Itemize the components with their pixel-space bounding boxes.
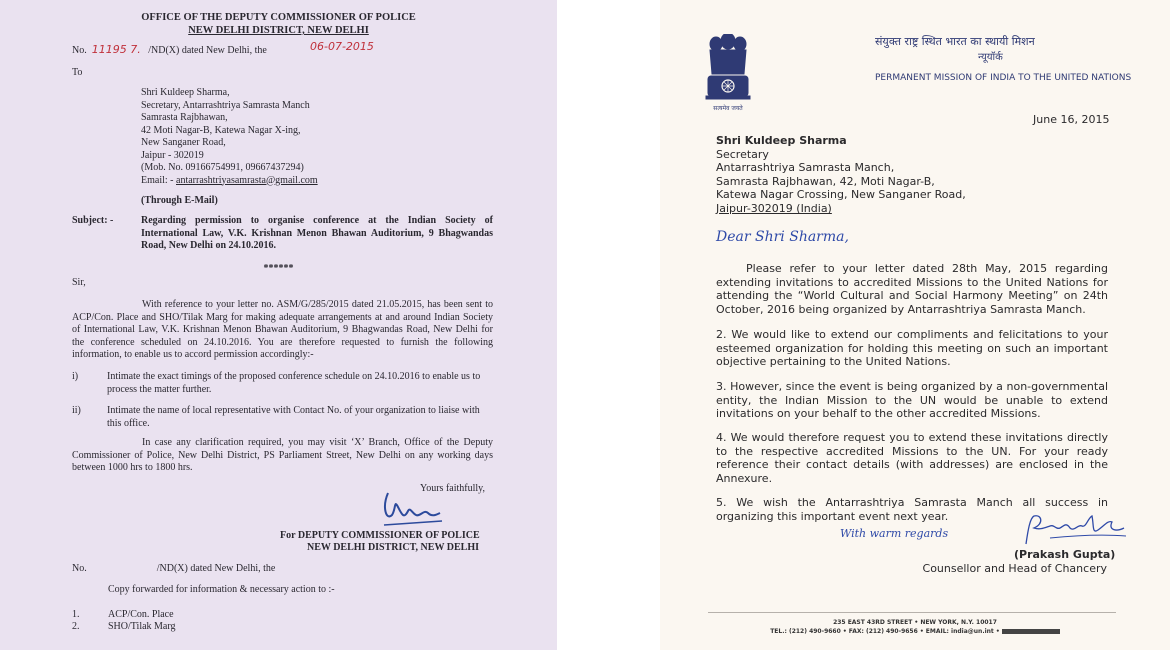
cc-item-number: 1.: [72, 609, 80, 620]
recipient-address: [716, 134, 966, 216]
signer-name: (Prakash Gupta): [1014, 548, 1116, 561]
subject-text: Regarding permission to organise conference at the Indian Society of International Law, V.K. Krishnan Menon Bhawan Auditorium, 9 Bhagwandas Road, New Delhi on 24.10.2016.: [141, 215, 493, 251]
list-item-text: Intimate the name of local representative with Contact No. of your organization to liaise with this office.: [107, 405, 480, 429]
address-line: Samrasta Rajbhawan, 42, Moti Nagar-B,: [716, 174, 935, 188]
address-line: Katewa Nagar Crossing, New Sanganer Road,: [716, 188, 966, 202]
handwritten-date: 06-07-2015: [310, 40, 374, 53]
cc-item-text: SHO/Tilak Marg: [108, 621, 176, 632]
body-paragraph-4: 4. We would therefore request you to extend these invitations directly to the respective accredited Missions to the UN. For your ready reference their contact details (with addresses) are enclosed in the Annexure.: [716, 431, 1108, 485]
cc-item-number: 2.: [72, 621, 80, 632]
mission-letter: [660, 0, 1170, 650]
signer-title: Counsellor and Head of Chancery: [922, 562, 1107, 575]
address-line: Jaipur - 302019: [141, 149, 204, 161]
emblem-motto: सत्यमेव जयते: [713, 105, 743, 112]
reference-suffix: /ND(X) dated New Delhi, the: [148, 45, 267, 56]
reference-prefix: No.: [72, 45, 87, 56]
body-paragraph-5: 5. We wish the Antarrashtriya Samrasta Manch all success in organizing this important event next year.: [716, 496, 1108, 523]
copy-forwarded-line: Copy forwarded for information & necessary action to :-: [108, 584, 335, 595]
address-line: New Sanganer Road,: [141, 137, 226, 148]
subject-label: Subject: -: [72, 215, 114, 226]
footer-address: 235 EAST 43RD STREET • NEW YORK, N.Y. 10017: [833, 619, 997, 626]
body-paragraph-3: 3. However, since the event is being organized by a non-governmental entity, the Indian Mission to the UN would be unable to extend invitations on your behalf to the other accredited Missions.: [716, 380, 1108, 421]
office-subtitle: NEW DELHI DISTRICT, NEW DELHI: [188, 25, 369, 36]
body-paragraph-1: Please refer to your letter dated 28th May, 2015 regarding extending invitations to accredited Missions to the United Nations for attending the “World Cultural and Social Harmony Meeting” on 24th October, 2016 being organized by Antarrashtriya Samrasta Manch.: [716, 262, 1108, 316]
separator-stars: ******: [263, 263, 294, 274]
address-line: Antarrashtriya Samrasta Manch,: [716, 161, 895, 175]
address-line: (Mob. No. 09166754991, 09667437294): [141, 162, 304, 173]
copy-reference-row: [72, 563, 275, 576]
reference-number-row: [72, 44, 267, 58]
letter-date: June 16, 2015: [1033, 113, 1110, 126]
address-line: Secretary: [716, 147, 769, 161]
email-label: Email: -: [141, 174, 176, 186]
city-name-hindi: न्यूयॉर्क: [978, 52, 1003, 63]
address-line: Samrasta Rajbhawan,: [141, 112, 228, 123]
signatory-line-2: NEW DELHI DISTRICT, NEW DELHI: [307, 542, 479, 553]
office-title: OFFICE OF THE DEPUTY COMMISSIONER OF POLICE: [141, 12, 416, 23]
closing: Yours faithfully,: [420, 483, 486, 494]
copy-reference-suffix: /ND(X) dated New Delhi, the: [156, 563, 276, 574]
copy-reference-prefix: No.: [72, 563, 87, 574]
handwritten-regards: With warm regards: [840, 527, 949, 540]
address-line: 42 Moti Nagar-B, Katewa Nagar X-ing,: [141, 124, 301, 136]
redacted-mark: [1002, 629, 1060, 634]
footer-contact: TEL.: (212) 490-9660 • FAX: (212) 490-9656 • EMAIL: india@un.int •: [770, 628, 1000, 635]
body-paragraph-2: 2. We would like to extend our compliments and felicitations to your esteemed organization for holding this meeting on such an important objective pertaining to the United Nations.: [716, 328, 1108, 369]
salutation: Sir,: [72, 277, 86, 288]
footer-contact-row: [660, 628, 1170, 636]
to-label: To: [72, 67, 83, 78]
list-item-number: ii): [72, 405, 81, 416]
cc-item-text: ACP/Con. Place: [108, 609, 174, 620]
list-item-text: Intimate the exact timings of the proposed conference schedule on 24.10.2016 to enable us to process the matter further.: [107, 371, 481, 395]
email-line: [141, 175, 318, 188]
national-emblem-icon: [702, 34, 754, 118]
recipient-address: [141, 87, 318, 187]
handwritten-reference-number: 11195 7.: [91, 43, 141, 56]
delivery-method: (Through E-Mail): [141, 195, 218, 206]
footer-divider: [708, 612, 1116, 613]
address-line: Jaipur-302019 (India): [716, 201, 832, 215]
signatory-line-1: For DEPUTY COMMISSIONER OF POLICE: [280, 530, 480, 541]
body-paragraph-2: In case any clarification required, you may visit ‘X’ Branch, Office of the Deputy Commissioner of Police, New Delhi District, PS Parliament Street, New Delhi on any working days between 1000 hrs to 1800 hrs.: [72, 437, 493, 473]
list-item-number: i): [72, 371, 79, 382]
mission-name: PERMANENT MISSION OF INDIA TO THE UNITED NATIONS: [875, 73, 1132, 83]
recipient-name: Shri Kuldeep Sharma: [716, 134, 847, 147]
body-paragraph-1: With reference to your letter no. ASM/G/285/2015 dated 21.05.2015, has been sent to ACP/Con. Place and SHO/Tilak Marg for making adequate arrangements at and around Indian Society of International Law, V.K. Krishnan Menon Bhawan Auditorium, 9 Bhagwandas Road, New Delhi for the conference scheduled on 24.10.2016. You are therefore requested to furnish the following information, to enable us to accord permission accordingly:-: [72, 299, 493, 360]
address-line: Shri Kuldeep Sharma,: [141, 87, 230, 98]
mission-name-hindi: संयुक्त राष्ट्र स्थित भारत का स्थायी मिशन: [875, 35, 1035, 48]
handwritten-salutation: Dear Shri Sharma,: [716, 229, 849, 245]
police-letter: [0, 0, 557, 650]
email-link[interactable]: antarrashtriyasamrasta@gmail.com: [176, 174, 318, 186]
address-line: Secretary, Antarrashtriya Samrasta Manch: [141, 99, 310, 111]
